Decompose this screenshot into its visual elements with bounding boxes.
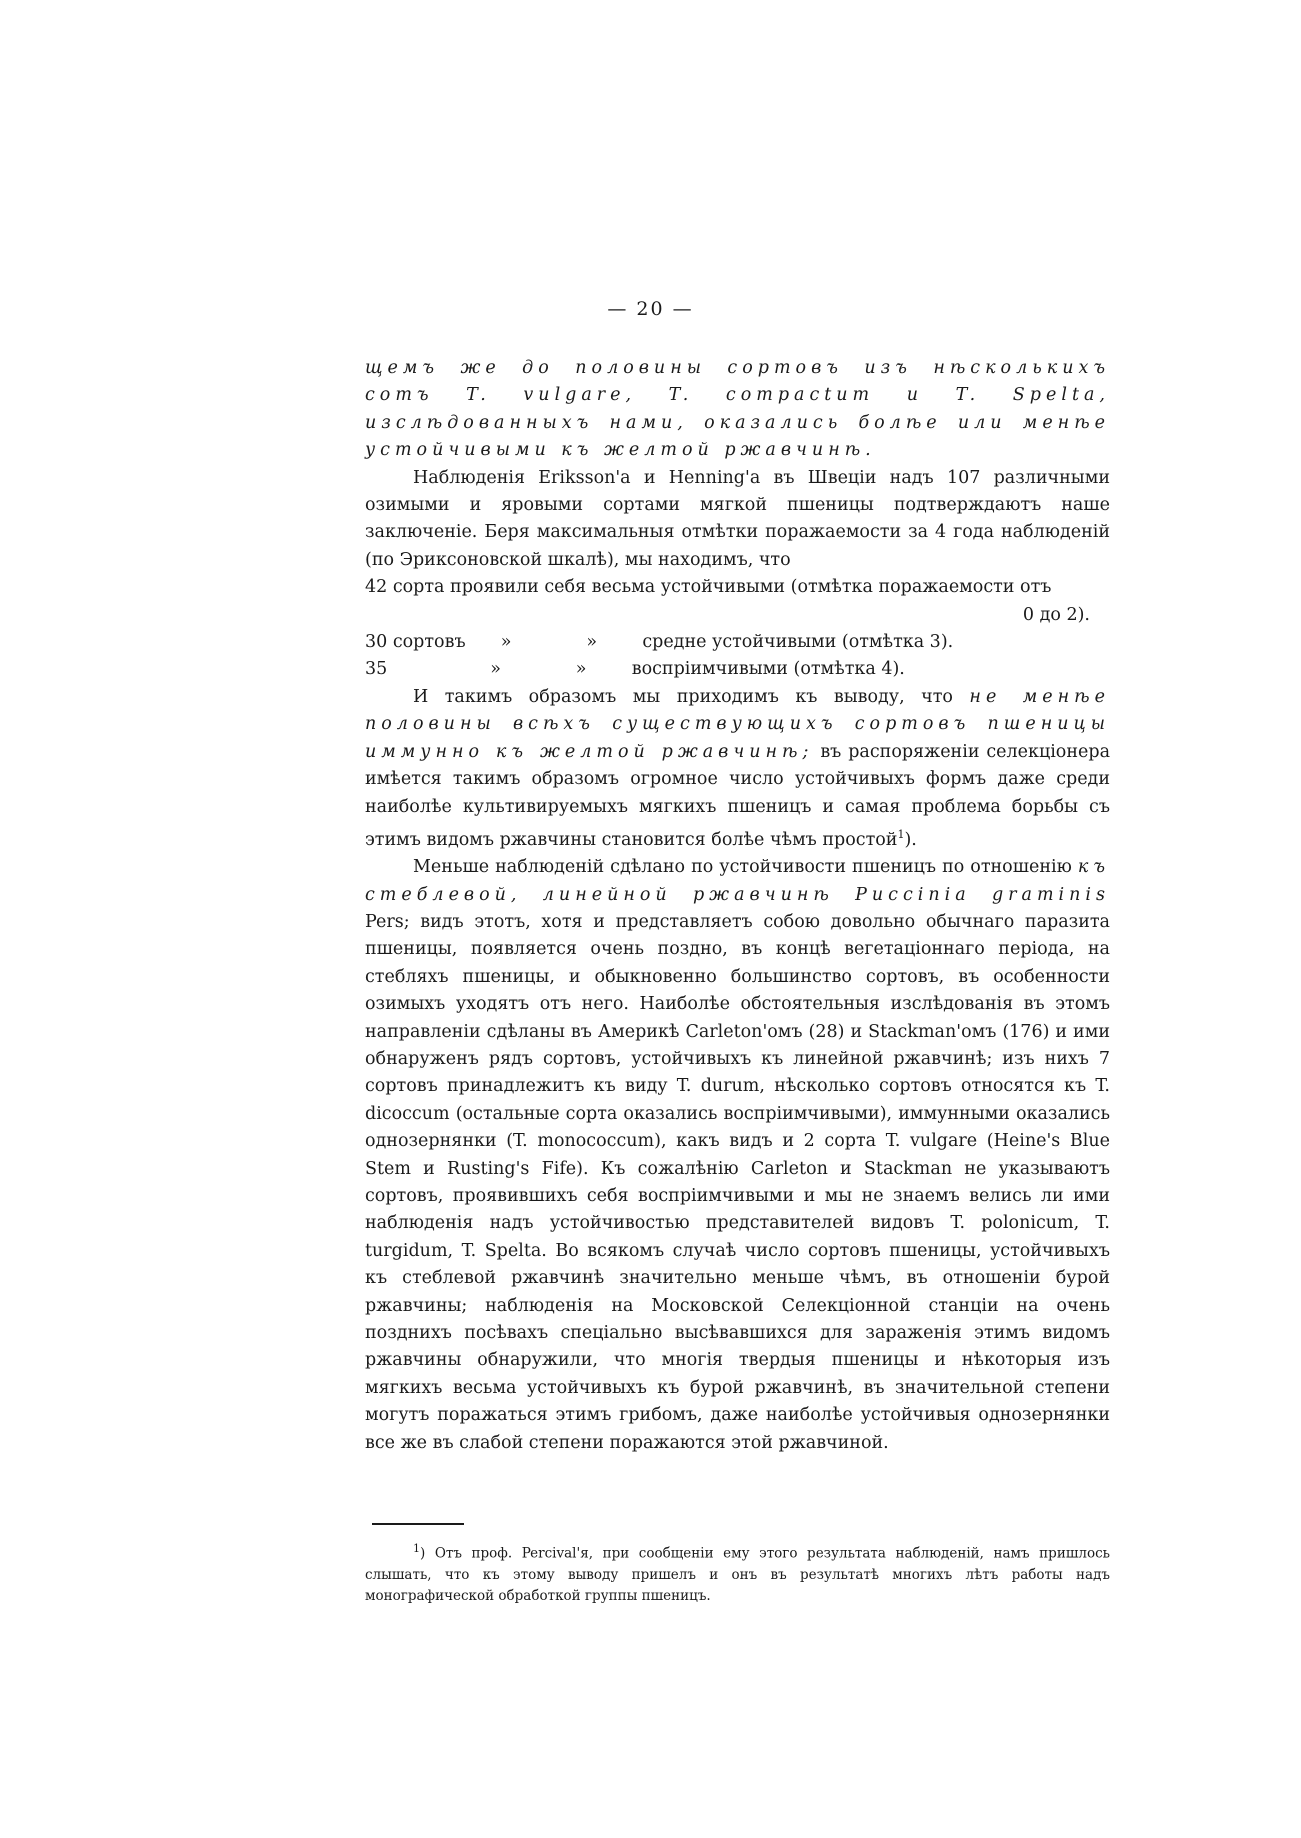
paragraph-3-end: въ распоряженіи селекціонера имѣется такимъ образомъ огромное число устойчивыхъ формъ даже среди наиболѣе культивируемыхъ мягкихъ пшеницъ и самая проблема борьбы съ этимъ видомъ ржавчины становится болѣе чѣмъ простой xyxy=(365,741,1110,850)
paragraph-3-emphasis: не менѣе половины всѣхъ существующихъ сортовъ пшеницы иммунно къ желтой ржавчинѣ; xyxy=(365,686,1110,762)
stat-2-ditto: » xyxy=(500,632,512,653)
stat-line-1: 42 сорта проявили себя весьма устойчивыми (отмѣтка поражаемости отъ xyxy=(365,577,1052,598)
footnote xyxy=(365,1538,1110,1607)
footnote-marker: 1 xyxy=(413,1542,420,1555)
stat-3-ditto-2: » xyxy=(575,659,587,680)
stat-3-text: воспріимчивыми (отмѣтка 4). xyxy=(631,659,905,680)
paragraph-4-end: Pers; видъ этотъ, хотя и представляетъ собою довольно обычнаго паразита пшеницы, появляется очень поздно, въ концѣ вегетаціоннаго періода, на стебляхъ пшеницы, и обыкновенно большинство сортовъ, въ особенности озимыхъ уходятъ отъ него. Наиболѣе обстоятельныя изслѣдованія въ этомъ направленіи сдѣланы въ Америкѣ Carleton'омъ (28) и Stackman'омъ (176) и ими обнаруженъ рядъ сортовъ, устойчивыхъ къ линейной ржавчинѣ; изъ нихъ 7 сортовъ принадлежитъ къ виду T. durum, нѣсколько сортовъ относятся къ T. dicoccum (остальные сорта оказались воспріимчивыми), иммунными оказались однозернянки (T. monococcum), какъ видъ и 2 сорта T. vulgare (Heine's Blue Stem и Rusting's Fife). Къ сожалѣнію Carleton и Stackman не указываютъ сортовъ, проявившихъ себя воспріимчивыми и мы не знаемъ велись ли ими наблюденія надъ устойчивостью представителей видовъ T. polonicum, T. turgidum, T. Spelta. Во всякомъ случаѣ число сортовъ пшеницы, устойчивыхъ къ стеблевой ржавчинѣ значительно меньше чѣмъ, въ отношеніи бурой ржавчины; наблюденія на Московской Селекціонной станціи на очень позднихъ посѣвахъ спеціально высѣвавшихся для зараженія этимъ видомъ ржавчины обнаружили, что многія твердыя пшеницы и нѣкоторыя изъ мягкихъ весьма устойчивыхъ къ бурой ржавчинѣ, въ значительной степени могутъ поражаться этимъ грибомъ, даже наиболѣе устойчивыя однозернянки все же въ слабой степени поражаются этой ржавчиной. xyxy=(365,911,1110,1453)
body-text xyxy=(365,355,1110,1457)
paragraph-3-start: И такимъ образомъ мы приходимъ къ выводу, что xyxy=(413,686,953,707)
paragraph-2: Наблюденія Eriksson'а и Henning'а въ Швеціи надъ 107 различными озимыми и яровыми сортами мягкой пшеницы подтверждаютъ наше заключеніе. Беря максимальныя отмѣтки поражаемости за 4 года наблюденій (по Эриксоновской шкалѣ), мы находимъ, что xyxy=(365,467,1110,570)
paragraph-4 xyxy=(365,854,1110,1457)
footnote-divider xyxy=(372,1523,464,1525)
stat-line-3 xyxy=(365,656,1110,683)
paragraph-1: щемъ же до половины сортовъ изъ нѣсколькихъ сотъ T. vulgare, T. compactum и T. Spelta, изслѣдованныхъ нами, оказались болѣе или менѣе устойчивыми къ желтой ржавчинѣ. xyxy=(365,358,1110,461)
footnote-text xyxy=(365,1538,1110,1607)
stat-2-count: 30 сортовъ xyxy=(365,632,466,653)
stat-3-ditto: » xyxy=(490,659,501,680)
page-number: — 20 — xyxy=(607,298,694,320)
footnote-ref[interactable]: 1 xyxy=(897,827,905,841)
stat-2-ditto-2: » xyxy=(586,632,598,653)
footnote-body: ) Отъ проф. Percival'я, при сообщеніи ему этого результата наблюденій, намъ пришлось слышать, что къ этому выводу пришелъ и онъ въ результатѣ многихъ лѣтъ работы надъ монографической обработкой группы пшеницъ. xyxy=(365,1545,1110,1604)
paragraph-3-close: ). xyxy=(904,829,917,850)
paragraph-3 xyxy=(365,684,1110,854)
stat-line-2 xyxy=(365,629,1110,656)
paragraph-4-start: Меньше наблюденій сдѣлано по устойчивости пшеницъ по отношенію xyxy=(413,857,1072,878)
stat-2-text: средне устойчивыми (отмѣтка 3). xyxy=(642,632,954,653)
paragraph-4-emphasis: къ стеблевой, линейной ржавчинѣ Puccinia graminis xyxy=(365,857,1110,905)
stat-3-count: 35 xyxy=(365,659,388,680)
stat-line-1-cont: 0 до 2). xyxy=(1022,604,1090,625)
